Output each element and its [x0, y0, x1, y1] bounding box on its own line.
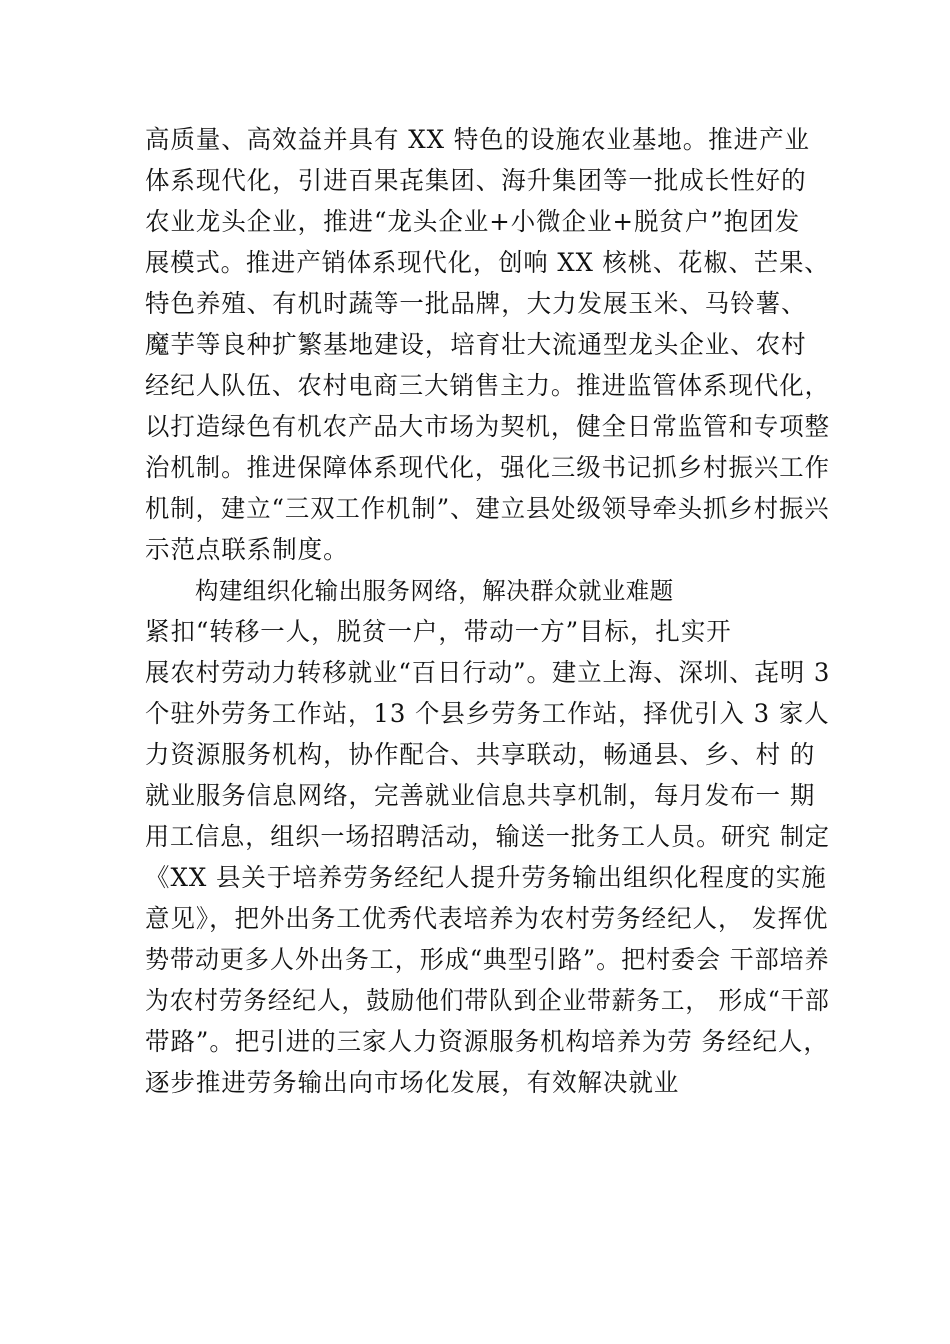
paragraph-line: 机制，建立“三双工作机制”、建立县处级领导牵头抓乡村振兴	[145, 494, 830, 523]
paragraph-line: 展农村劳动力转移就业“百日行动”。建立上海、深圳、㐂明 3	[145, 658, 831, 687]
section-heading: 构建组织化输出服务网络，解决群众就业难题	[195, 577, 674, 605]
paragraph-line: 个驻外劳务工作站，13 个县乡劳务工作站，择优引入 3 家人	[145, 699, 830, 728]
paragraph-line: 高质量、高效益并具有 XX 特色的设施农业基地。推进产业	[145, 125, 810, 154]
paragraph-line: 以打造绿色有机农产品大市场为契机，健全日常监管和专项整	[145, 412, 831, 441]
paragraph-line: 带路”。把引进的三家人力资源服务机构培养为劳 务经纪人，	[145, 1027, 829, 1056]
paragraph-line: 势带动更多人外出务工，形成“典型引路”。把村委会 干部培养	[145, 945, 830, 974]
paragraph-line: 示范点联系制度。	[145, 535, 349, 564]
paragraph-line: 意见》，把外出务工优秀代表培养为农村劳务经纪人， 发挥优	[145, 904, 829, 933]
paragraph-line: 治机制。推进保障体系现代化，强化三级书记抓乡村振兴工作	[145, 453, 831, 482]
paragraph-line: 就业服务信息网络，完善就业信息共享机制，每月发布一 期	[145, 781, 816, 810]
paragraph-line: 紧扣“转移一人，脱贫一户，带动一方”目标，扎实开	[145, 617, 732, 646]
paragraph-line: 体系现代化，引进百果㐂集团、海升集团等一批成长性好的	[145, 166, 807, 195]
paragraph-line: 《XX 县关于培养劳务经纪人提升劳务输出组织化程度的实施	[145, 863, 827, 892]
paragraph-line: 魔芋等良种扩繁基地建设，培育壮大流通型龙头企业、农村	[145, 330, 807, 359]
paragraph-line: 逐步推进劳务输出向市场化发展，有效解决就业	[145, 1068, 680, 1097]
paragraph-line: 为农村劳务经纪人，鼓励他们带队到企业带薪务工， 形成“干部	[145, 986, 830, 1015]
paragraph-line: 力资源服务机构，协作配合、共享联动，畅通县、乡、村 的	[145, 740, 816, 769]
paragraph-line: 特色养殖、有机时蔬等一批品牌，大力发展玉米、马铃薯、	[145, 289, 807, 318]
paragraph-line: 农业龙头企业，推进“龙头企业+小微企业+脱贫户”抱团发	[145, 207, 801, 236]
paragraph-line: 展模式。推进产销体系现代化，创响 XX 核桃、花椒、芒果、	[145, 248, 830, 277]
paragraph-line: 用工信息，组织一场招聘活动，输送一批务工人员。研究 制定	[145, 822, 830, 851]
paragraph-line: 经纪人队伍、农村电商三大销售主力。推进监管体系现代化，	[145, 371, 831, 400]
